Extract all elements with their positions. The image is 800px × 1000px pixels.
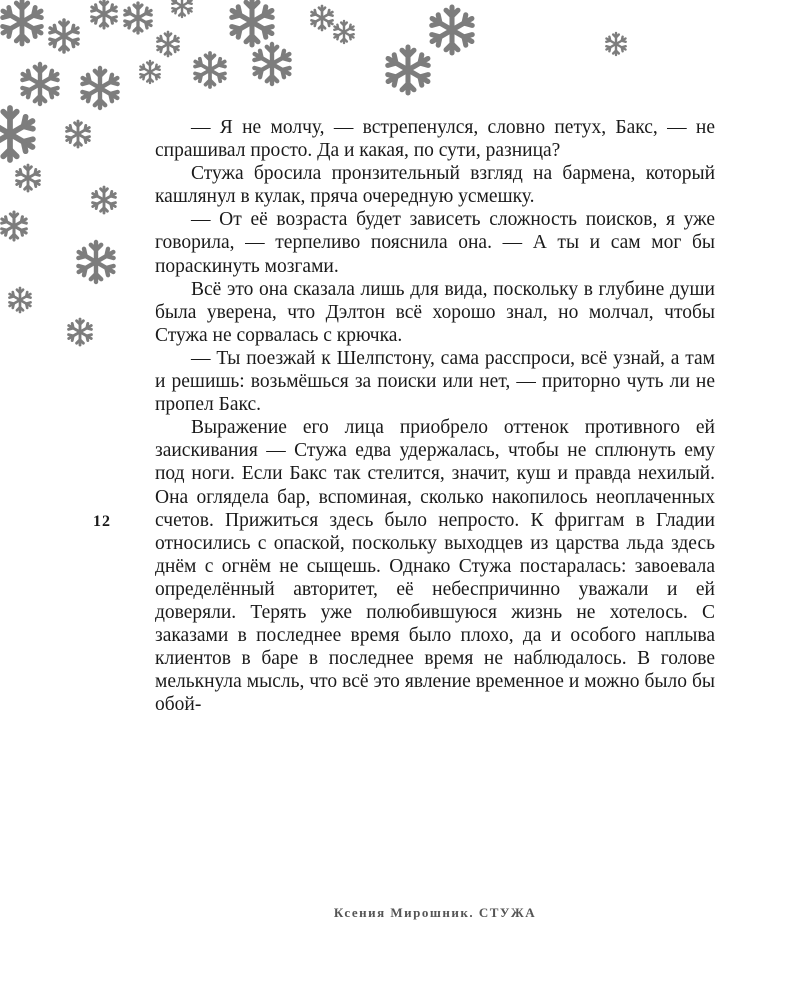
snowflake-icon xyxy=(157,32,178,56)
paragraph: Всё это она сказала лишь для вида, поскольку в глубине души была уверена, что Дэлтон всё хорошо знал, но молчал, чтобы Стужа не сорвалась с крючка. xyxy=(155,278,715,346)
snowflake-icon xyxy=(67,121,90,147)
paragraph: — Я не молчу, — встрепенулся, словно петух, Бакс, — не спрашивал просто. Да и какая, по сути, разница? xyxy=(155,117,715,162)
snowflake-icon xyxy=(82,68,117,108)
snowflake-icon xyxy=(125,3,151,33)
paragraph: — Ты поезжай к Шелпстону, сама расспроси, всё узнай, а там и решишь: возьмёшься за поиски или нет, — приторно чуть ли не пропел Бакс. xyxy=(155,347,715,416)
snowflake-icon xyxy=(17,165,40,191)
snowflake-icon xyxy=(2,212,27,240)
snowflake-icon xyxy=(22,64,57,104)
page-number: 12 xyxy=(93,513,111,530)
snowflake-icon xyxy=(388,47,428,93)
paragraph: Стужа бросила пронзительный взгляд на бармена, который кашлянул в кулак, пряча очередную усмешку. xyxy=(155,163,715,208)
snowflake-icon xyxy=(172,0,191,17)
snowflake-icon xyxy=(50,20,78,52)
snowflake-icon xyxy=(254,44,289,84)
snowflake-icon xyxy=(195,53,225,87)
snowflake-icon xyxy=(140,61,159,83)
snowflake-icon xyxy=(9,288,30,312)
snowflake-icon xyxy=(0,108,33,160)
snowflake-icon xyxy=(3,0,42,44)
snowflake-icon xyxy=(92,0,117,28)
snowflake-icon xyxy=(311,6,332,30)
snowflake-icon xyxy=(232,0,272,45)
snowflake-icon xyxy=(606,33,625,55)
body-text xyxy=(155,116,715,716)
snowflake-icon xyxy=(432,7,472,53)
snowflake-icon xyxy=(93,187,116,213)
paragraph: Выражение его лица приобрело оттенок противного ей заискивания — Стужа едва удержалась, чтобы не сплюнуть ему под ноги. Если Бакс так стелится, значит, куш и правда нехилый. Она оглядела бар, вспоминая, сколько накопилось неоплаченных счетов. Прижиться здесь было непросто. К фриггам в Гладии относились с опаской, поскольку выходцев из царства льда здесь днём с огнём не сыщешь. Однако Стужа постаралась: завоевала определённый авторитет, её небеспричинно уважали и ей доверяли. Терять уже полюбившуюся жизнь не хотелось. С заказами в последнее время было плохо, да и особого наплыва клиентов в баре в последнее время не наблюдалось. В голове мелькнула мысль, что всё это явление временное и можно было бы обой- xyxy=(155,417,715,716)
snowflake-icon xyxy=(334,21,353,43)
paragraph: — От её возраста будет зависеть сложность поисков, я уже говорила, — терпеливо пояснила она. — А ты и сам мог бы пораскинуть мозгами. xyxy=(155,209,715,277)
snowflake-icon xyxy=(78,242,113,282)
snowflake-icon xyxy=(69,319,92,345)
running-footer: Ксения Мирошник. СТУЖА xyxy=(333,905,537,920)
